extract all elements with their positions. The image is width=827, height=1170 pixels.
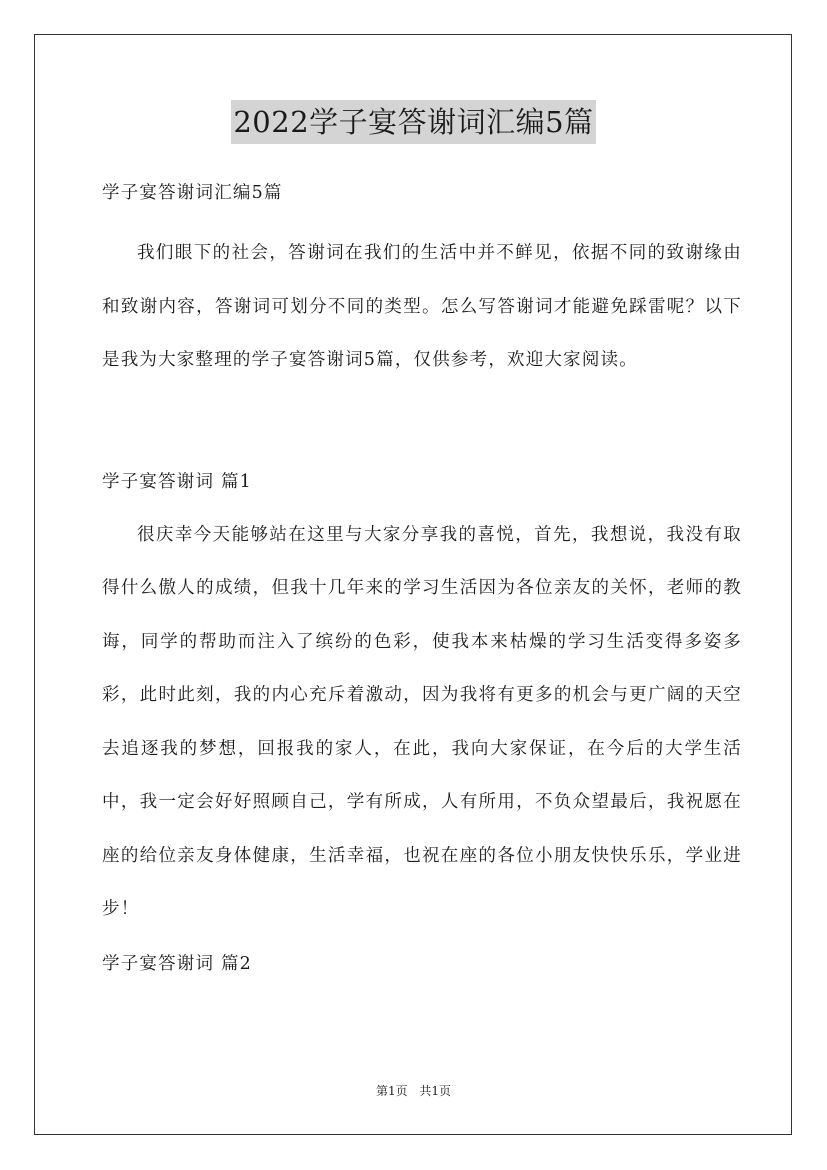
page-footer (0, 1082, 827, 1099)
title-container (0, 100, 827, 144)
intro-paragraph: 我们眼下的社会，答谢词在我们的生活中并不鲜见，依据不同的致谢缘由和致谢内容，答谢词可划分不同的类型。怎么写答谢词才能避免踩雷呢？以下是我为大家整理的学子宴答谢词5篇，仅供参考，欢迎大家阅读。 (102, 243, 742, 370)
document-subtitle: 学子宴答谢词汇编5篇 (102, 183, 283, 203)
section-heading-2: 学子宴答谢词 篇2 (102, 953, 252, 974)
page-total: 共1页 (419, 1084, 452, 1098)
document-body (102, 174, 742, 991)
section-heading-1: 学子宴答谢词 篇1 (102, 471, 252, 492)
section-body-1: 很庆幸今天能够站在这里与大家分享我的喜悦，首先，我想说，我没有取得什么傲人的成绩，但我十几年来的学习生活因为各位亲友的关怀，老师的教诲，同学的帮助而注入了缤纷的色彩，使我本来枯燥的学习生活变得多姿多彩，此时此刻，我的内心充斥着激动，因为我将有更多的机会与更广阔的天空去追逐我的梦想，回报我的家人，在此，我向大家保证，在今后的大学生活中，我一定会好好照顾自己，学有所成，人有所用，不负众望最后，我祝愿在座的给位亲友身体健康，生活幸福，也祝在座的各位小朋友快快乐乐，学业进步！ (102, 524, 742, 919)
page-number: 第1页 (375, 1084, 408, 1098)
document-title: 2022学子宴答谢词汇编5篇 (231, 100, 595, 144)
